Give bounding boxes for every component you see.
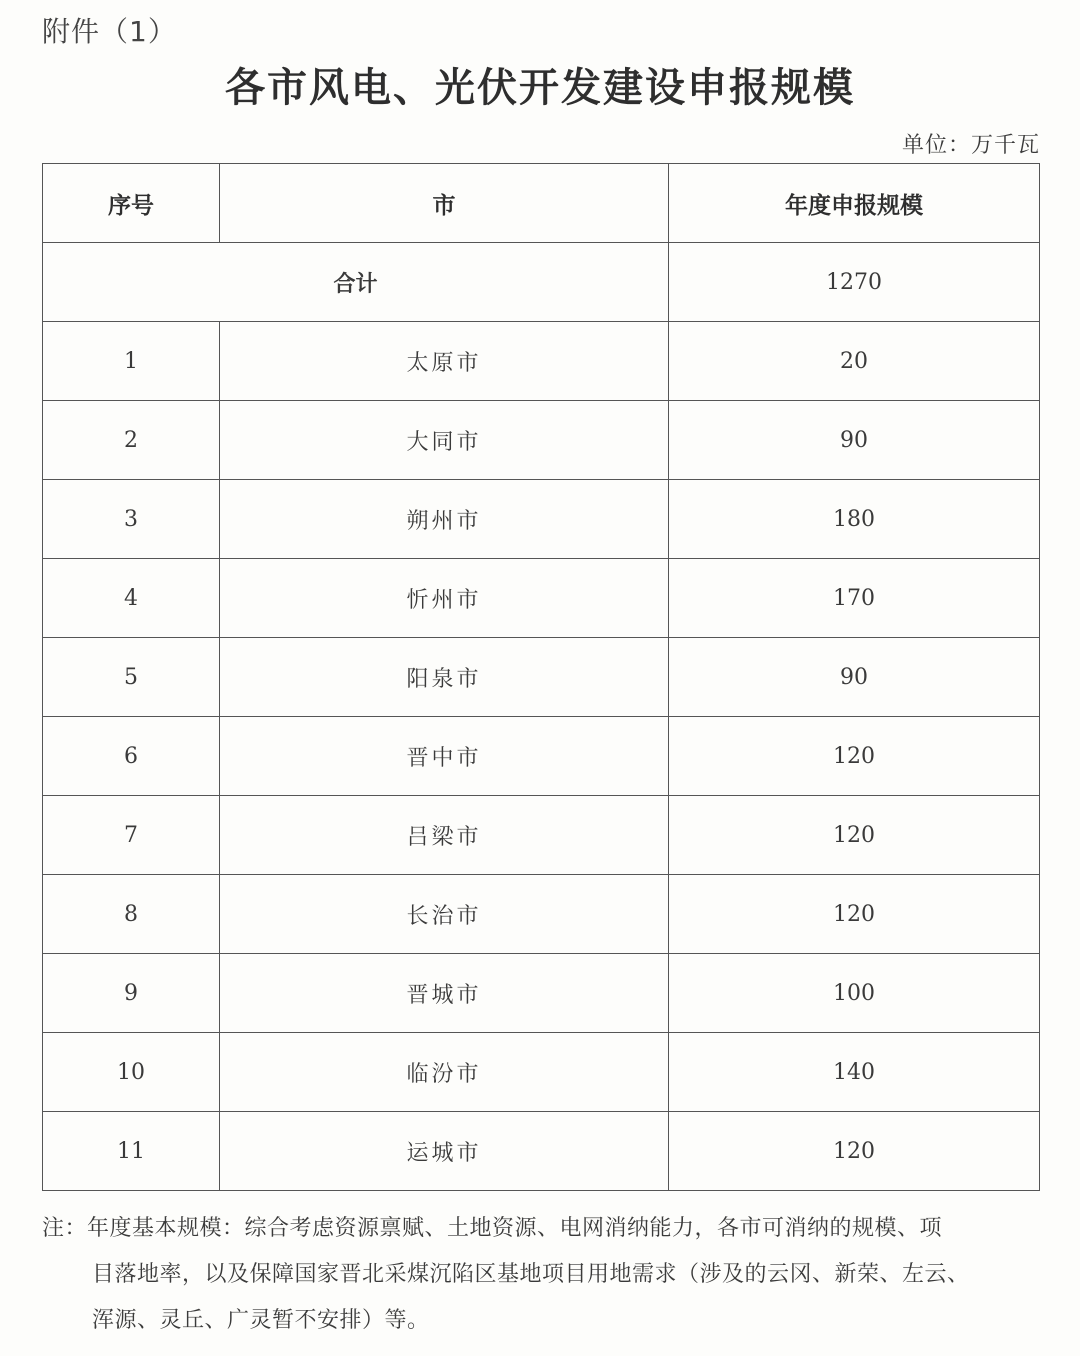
footnote-line-1: 注：年度基本规模：综合考虑资源禀赋、土地资源、电网消纳能力，各市可消纳的规模、项 [42, 1216, 943, 1241]
row-city: 太原市 [220, 322, 669, 401]
row-city: 吕梁市 [220, 796, 669, 875]
footnote-line-3: 浑源、灵丘、广灵暂不安排）等。 [92, 1308, 430, 1333]
table-row [43, 322, 1040, 401]
document-title: 各市风电、光伏开发建设申报规模 [225, 65, 855, 111]
row-value: 100 [669, 954, 1040, 1033]
row-value: 120 [669, 875, 1040, 954]
table-header-row [43, 164, 1040, 243]
row-city: 长治市 [220, 875, 669, 954]
row-value: 120 [669, 1112, 1040, 1191]
row-index: 11 [43, 1112, 220, 1191]
footnote-line-2: 目落地率，以及保障国家晋北采煤沉陷区基地项目用地需求（涉及的云冈、新荣、左云、 [92, 1262, 970, 1287]
row-index: 6 [43, 717, 220, 796]
table-row [43, 875, 1040, 954]
total-label: 合计 [43, 243, 669, 322]
row-index: 5 [43, 638, 220, 717]
scale-table [42, 163, 1040, 1191]
row-index: 1 [43, 322, 220, 401]
row-value: 120 [669, 717, 1040, 796]
table-row [43, 1112, 1040, 1191]
row-city: 运城市 [220, 1112, 669, 1191]
total-row [43, 243, 1040, 322]
row-city: 临汾市 [220, 1033, 669, 1112]
row-city: 晋中市 [220, 717, 669, 796]
row-index: 3 [43, 480, 220, 559]
row-city: 大同市 [220, 401, 669, 480]
footnote [42, 1206, 1042, 1344]
table-row [43, 796, 1040, 875]
row-index: 8 [43, 875, 220, 954]
row-city: 忻州市 [220, 559, 669, 638]
row-value: 120 [669, 796, 1040, 875]
table-row [43, 638, 1040, 717]
column-header-scale: 年度申报规模 [669, 164, 1040, 243]
row-value: 20 [669, 322, 1040, 401]
column-header-city: 市 [220, 164, 669, 243]
row-index: 10 [43, 1033, 220, 1112]
table-row [43, 401, 1040, 480]
unit-label: 单位：万千瓦 [901, 133, 1040, 158]
total-value: 1270 [669, 243, 1040, 322]
table-row [43, 480, 1040, 559]
row-index: 7 [43, 796, 220, 875]
row-value: 90 [669, 638, 1040, 717]
table-row [43, 954, 1040, 1033]
row-index: 2 [43, 401, 220, 480]
row-index: 4 [43, 559, 220, 638]
row-city: 阳泉市 [220, 638, 669, 717]
attachment-label: 附件（1） [42, 15, 177, 48]
row-value: 90 [669, 401, 1040, 480]
row-value: 170 [669, 559, 1040, 638]
table-row [43, 1033, 1040, 1112]
row-value: 140 [669, 1033, 1040, 1112]
row-value: 180 [669, 480, 1040, 559]
table-row [43, 559, 1040, 638]
row-city: 朔州市 [220, 480, 669, 559]
table-row [43, 717, 1040, 796]
row-index: 9 [43, 954, 220, 1033]
row-city: 晋城市 [220, 954, 669, 1033]
column-header-index: 序号 [43, 164, 220, 243]
